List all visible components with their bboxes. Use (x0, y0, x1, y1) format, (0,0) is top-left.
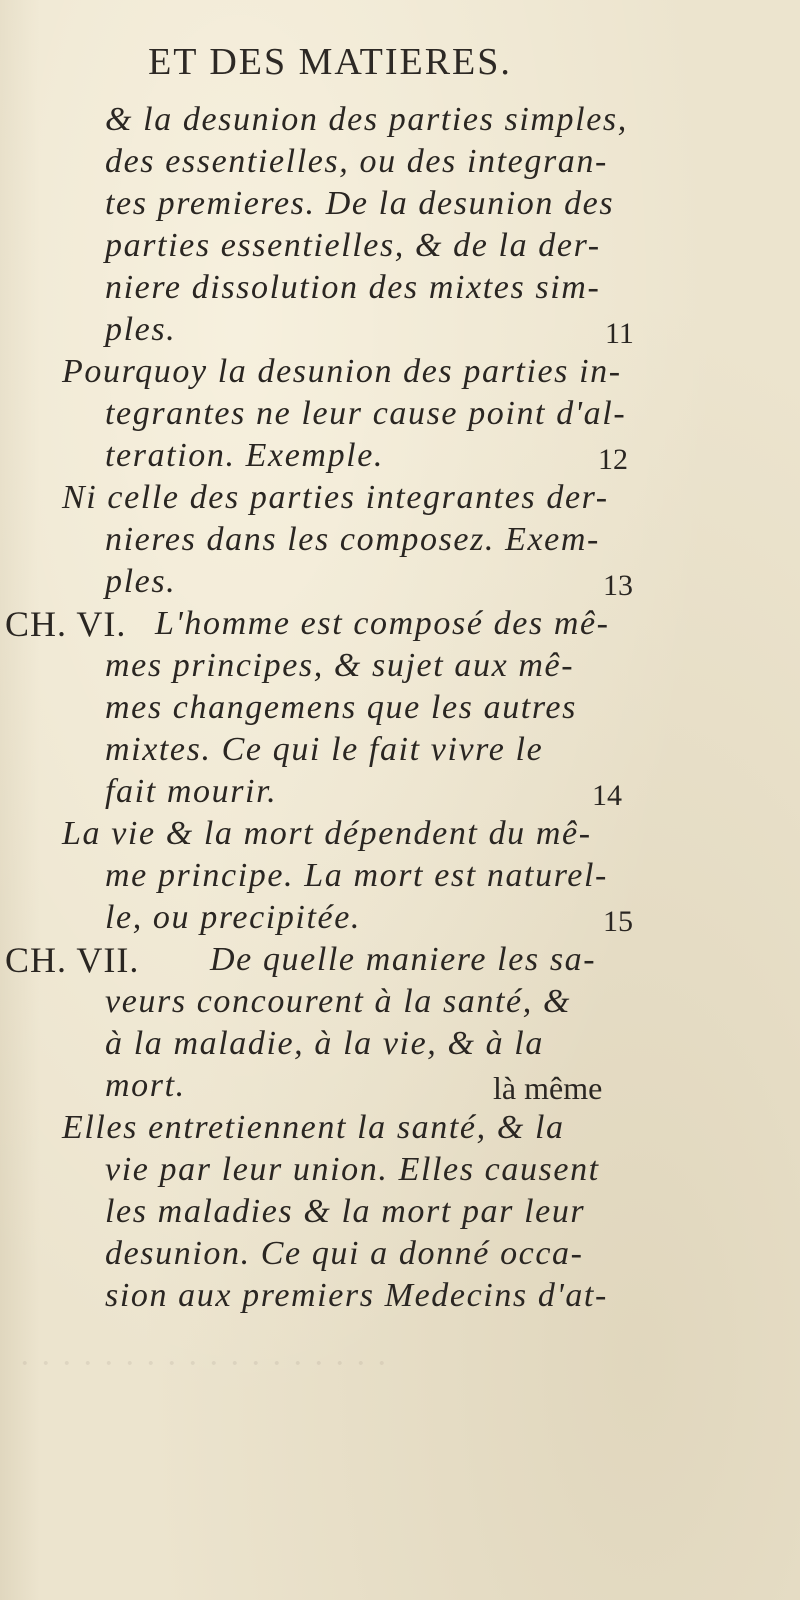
toc-entry-line: mes changemens que les autres (105, 689, 577, 726)
page-reference: 15 (603, 905, 633, 938)
toc-entry-line: vie par leur union. Elles causent (105, 1151, 600, 1188)
toc-entry-line: desunion. Ce qui a donné occa- (105, 1235, 584, 1272)
toc-entry-line: Elles entretiennent la santé, & la (62, 1109, 565, 1146)
toc-entry-line: me principe. La mort est naturel- (105, 857, 608, 894)
toc-entry-line: tes premieres. De la desunion des (105, 185, 615, 222)
toc-entry-line: mort. (105, 1067, 186, 1104)
page-header: ET DES MATIERES. (148, 41, 512, 83)
toc-entry-line: sion aux premiers Medecins d'at- (105, 1277, 608, 1314)
toc-entry-line: tegrantes ne leur cause point d'al- (105, 395, 627, 432)
toc-entry-line: L'homme est composé des mê- (155, 605, 610, 642)
show-through-text: · · · · · · · · · · · · · · · · · · (20, 1345, 388, 1382)
page-reference: là même (493, 1070, 603, 1106)
page-reference: 13 (603, 569, 633, 602)
toc-entry-line: Pourquoy la desunion des parties in- (62, 353, 622, 390)
toc-entry-line: La vie & la mort dépendent du mê- (62, 815, 592, 852)
toc-entry-line: parties essentielles, & de la der- (105, 227, 601, 264)
page-reference: 11 (605, 317, 634, 350)
toc-entry-line: mixtes. Ce qui le fait vivre le (105, 731, 544, 768)
toc-entry-line: mes principes, & sujet aux mê- (105, 647, 575, 684)
chapter-label: CH. VI. (5, 604, 127, 644)
toc-entry-line: niere dissolution des mixtes sim- (105, 269, 601, 306)
toc-entry-line: teration. Exemple. (105, 437, 385, 474)
toc-entry-line: Ni celle des parties integrantes der- (62, 479, 609, 516)
toc-entry-line: le, ou precipitée. (105, 899, 362, 936)
toc-entry-line: & la desunion des parties simples, (105, 101, 628, 138)
toc-entry-line: à la maladie, à la vie, & à la (105, 1025, 544, 1062)
toc-entry-line: ples. (105, 311, 177, 348)
page-reference: 12 (598, 443, 628, 476)
chapter-label: CH. VII. (5, 940, 140, 980)
toc-entry-line: De quelle maniere les sa- (210, 941, 597, 978)
toc-entry-line: nieres dans les composez. Exem- (105, 521, 600, 558)
toc-entry-line: des essentielles, ou des integran- (105, 143, 608, 180)
toc-entry-line: fait mourir. (105, 773, 278, 810)
toc-entry-line: ples. (105, 563, 177, 600)
toc-entry-line: les maladies & la mort par leur (105, 1193, 586, 1230)
page-reference: 14 (592, 779, 622, 812)
toc-entry-line: veurs concourent à la santé, & (105, 983, 571, 1020)
